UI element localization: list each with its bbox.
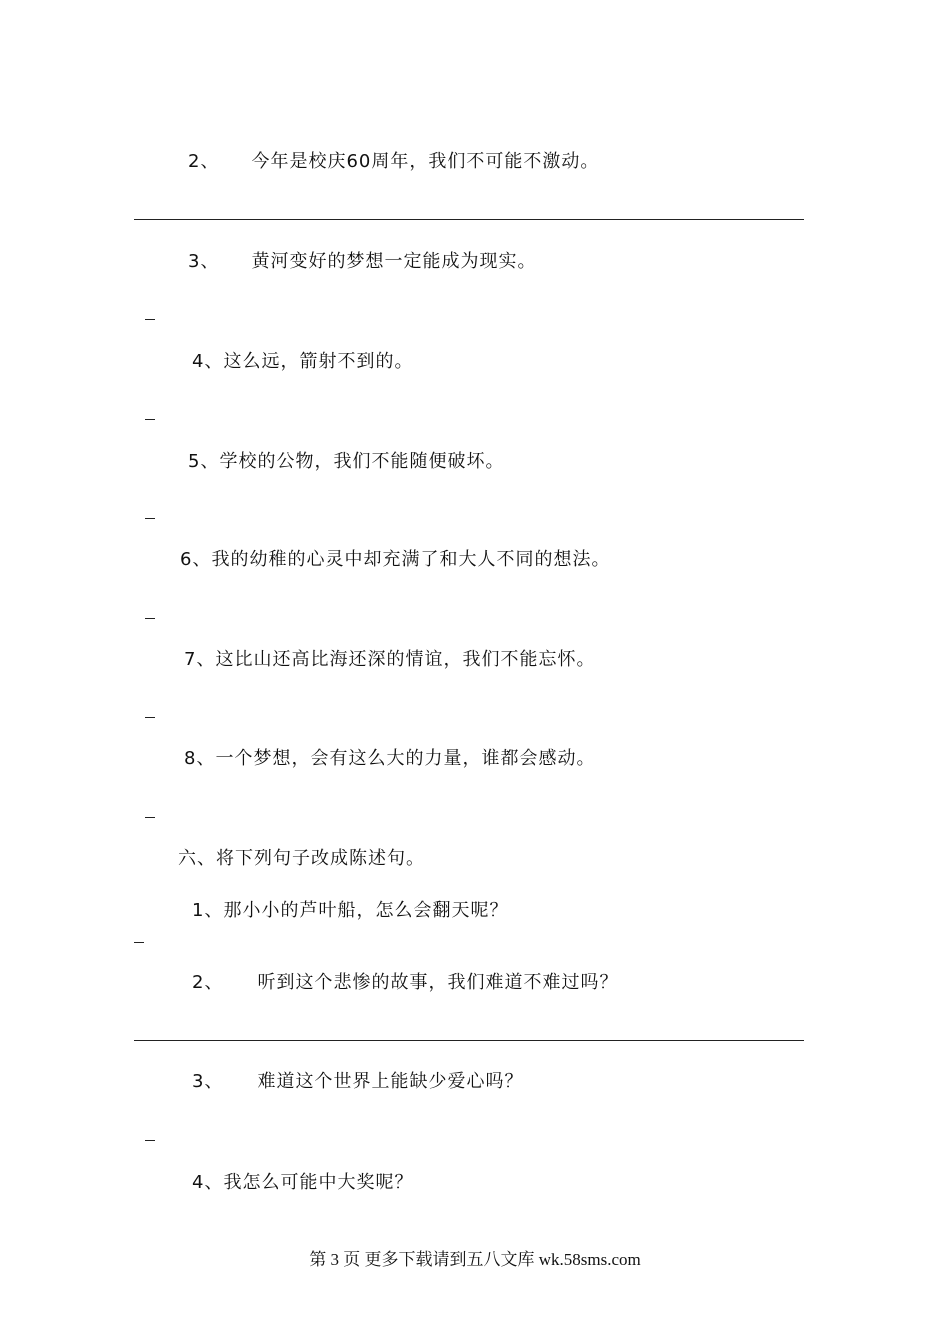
exercise-item: [192, 1071, 523, 1093]
item-text: 黄河变好的梦想一定能成为现实。: [251, 251, 537, 272]
item-text: 难道这个世界上能缺少爱心吗？: [257, 1071, 524, 1092]
item-number: 4、: [192, 1172, 224, 1193]
page-footer: 第 3 页 更多下载请到五八文库 wk.58sms.com: [309, 1250, 641, 1269]
exercise-item: [192, 351, 413, 373]
exercise-item: [192, 1172, 413, 1194]
answer-line: [145, 319, 155, 320]
exercise-item: [184, 649, 595, 671]
answer-line: [145, 518, 155, 519]
answer-line: [145, 1140, 155, 1141]
item-text: 这比山还高比海还深的情谊，我们不能忘怀。: [215, 649, 596, 670]
exercise-item: [180, 549, 610, 571]
item-number: 6、: [180, 549, 212, 570]
item-number: 8、: [184, 748, 216, 769]
section-heading: 六、将下列句子改成陈述句。: [178, 848, 425, 869]
item-text: 听到这个悲惨的故事，我们难道不难过吗？: [257, 972, 619, 993]
item-text: 今年是校庆60周年，我们不可能不激动。: [251, 151, 600, 172]
item-text: 我怎么可能中大奖呢？: [223, 1172, 414, 1193]
item-number: 7、: [184, 649, 216, 670]
answer-line: [145, 717, 155, 718]
exercise-item: [188, 451, 504, 473]
item-text: 一个梦想，会有这么大的力量，谁都会感动。: [215, 748, 596, 769]
item-number: 4、: [192, 351, 224, 372]
exercise-item: [192, 972, 618, 994]
item-text: 学校的公物，我们不能随便破坏。: [219, 451, 505, 472]
item-text: 我的幼稚的心灵中却充满了和大人不同的想法。: [211, 549, 611, 570]
item-text: 这么远，箭射不到的。: [223, 351, 414, 372]
answer-line: [145, 419, 155, 420]
item-number: 1、: [192, 900, 224, 921]
item-number: 2、: [192, 972, 224, 993]
item-number: 3、: [192, 1071, 224, 1092]
answer-line: [134, 219, 804, 220]
exercise-item: [188, 251, 536, 273]
item-number: 5、: [188, 451, 220, 472]
exercise-item: [184, 748, 595, 770]
item-number: 2、: [188, 151, 220, 172]
exercise-item: [188, 151, 599, 173]
exercise-item: [192, 900, 508, 922]
answer-line: [145, 817, 155, 818]
item-text: 那小小的芦叶船，怎么会翻天呢？: [223, 900, 509, 921]
answer-line: [145, 618, 155, 619]
answer-line: [134, 942, 144, 943]
answer-line: [134, 1040, 804, 1041]
item-number: 3、: [188, 251, 220, 272]
